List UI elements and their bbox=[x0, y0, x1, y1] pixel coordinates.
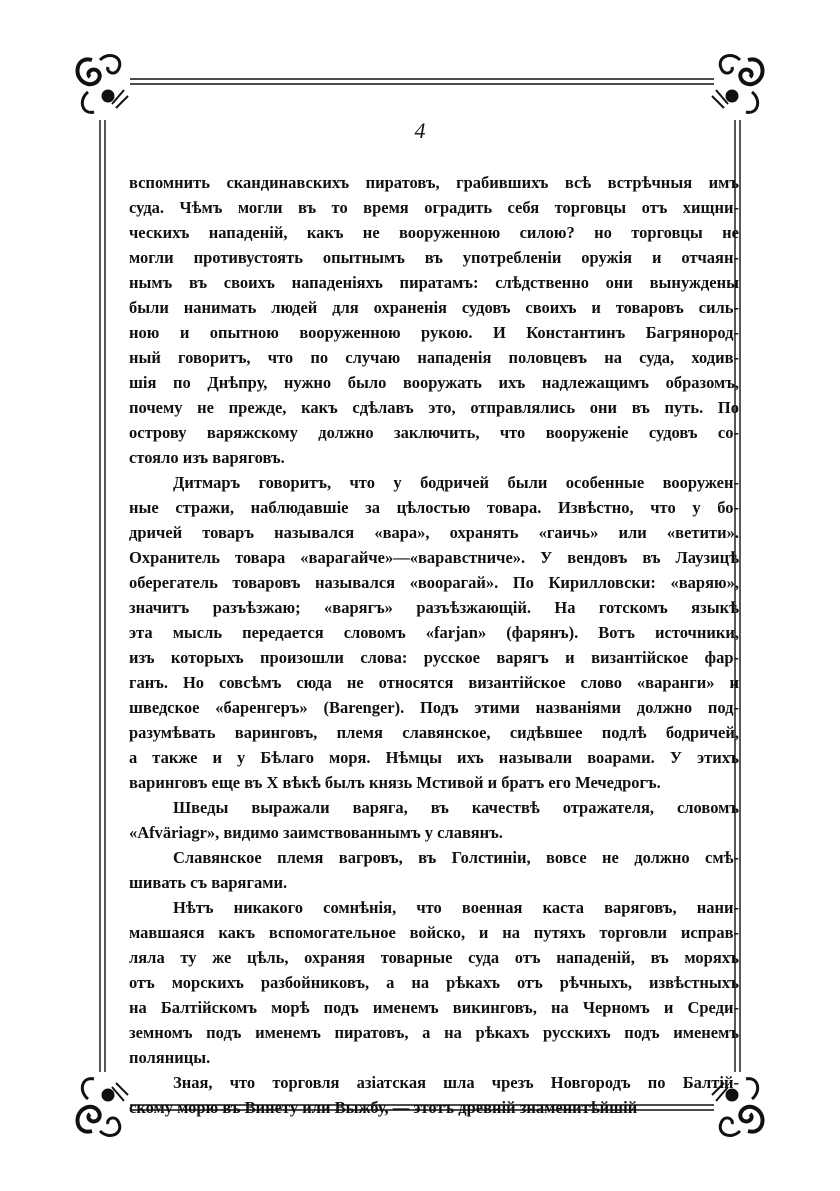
text-line: нымъ въ своихъ нападеніяхъ пиратамъ: слѣдственно они вынуждены bbox=[129, 273, 739, 292]
paragraph bbox=[129, 1070, 739, 1120]
paragraph bbox=[129, 470, 739, 795]
text-line: шивать съ варягами. bbox=[129, 873, 288, 892]
text-line: эта мысль передается словомъ «farjan» (фарянъ). Вотъ источники, bbox=[129, 623, 739, 642]
text-line: острову варяжскому должно заключить, что вооруженіе судовъ со- bbox=[129, 423, 739, 442]
text-line: почему не прежде, какъ сдѣлавъ это, отправлялись они въ путь. По bbox=[129, 398, 739, 417]
corner-ornament-top-right bbox=[712, 55, 763, 112]
body-text bbox=[129, 170, 739, 1120]
text-line: шія по Днѣпру, нужно было вооружать ихъ надлежащимъ образомъ, bbox=[129, 373, 739, 392]
text-line: «Afväriagr», видимо заимствованнымъ у славянъ. bbox=[129, 823, 503, 842]
paragraph bbox=[129, 795, 739, 845]
text-line: суда. Чѣмъ могли въ то время оградить себя торговцы отъ хищни- bbox=[129, 198, 739, 217]
text-line: стояло изъ варяговъ. bbox=[129, 448, 285, 467]
text-line: ною и опытною вооруженною рукою. И Константинъ Багрянород- bbox=[129, 323, 739, 342]
text-line: были нанимать людей для охраненія судовъ своихъ и товаровъ силь- bbox=[129, 298, 739, 317]
text-line: земномъ подъ именемъ пиратовъ, а на рѣкахъ русскихъ подъ именемъ bbox=[129, 1023, 739, 1042]
text-line: шведское «баренгеръ» (Barenger). Подъ этими названіями должно под- bbox=[129, 698, 739, 717]
paragraph bbox=[129, 845, 739, 895]
page-number: 4 bbox=[414, 118, 426, 143]
text-line: изъ которыхъ произошли слова: русское варягъ и византійское фар- bbox=[129, 648, 739, 667]
text-line: дричей товаръ назывался «вара», охранять «гаичь» или «ветити». bbox=[129, 523, 739, 542]
text-line: могли противустоять опытнымъ въ употребленіи оружія и отчаян- bbox=[129, 248, 739, 267]
text-line: на Балтійскомъ морѣ подъ именемъ викинговъ, на Черномъ и Среди- bbox=[129, 998, 739, 1017]
text-line: разумѣвать варинговъ, племя славянское, сидѣвшее подлѣ бодричей, bbox=[129, 723, 739, 742]
text-line: поляницы. bbox=[129, 1048, 211, 1067]
text-line: а также и у Бѣлаго моря. Нѣмцы ихъ называли воарами. У этихъ bbox=[129, 748, 739, 767]
text-line: Нѣтъ никакого сомнѣнія, что военная каста варяговъ, нани- bbox=[173, 898, 739, 917]
text-line: варинговъ еще въ X вѣкѣ былъ князь Мстивой и братъ его Мечедрогъ. bbox=[129, 773, 661, 792]
text-line: ганъ. Но совсѣмъ сюда не относятся византійское слово «варанги» и bbox=[129, 673, 739, 692]
text-line: Славянское племя вагровъ, въ Голстиніи, вовсе не должно смѣ- bbox=[173, 848, 739, 867]
text-line: Шведы выражали варяга, въ качествѣ отражателя, словомъ bbox=[173, 798, 739, 817]
text-line: отъ морскихъ разбойниковъ, а на рѣкахъ отъ рѣчныхъ, извѣстныхъ bbox=[129, 973, 739, 992]
corner-ornament-top-left bbox=[77, 55, 128, 112]
text-line: мавшаяся какъ вспомогательное войско, и на путяхъ торговли исправ- bbox=[129, 923, 739, 942]
text-line: ческихъ нападеній, какъ не вооруженною силою? но торговцы не bbox=[129, 223, 739, 242]
text-line: Дитмаръ говоритъ, что у бодричей были особенные вооружен- bbox=[173, 473, 739, 492]
text-line: скому морю въ Винету или Выжбу, — этотъ древній знаменитѣйшій bbox=[129, 1098, 638, 1117]
corner-ornament-bottom-left bbox=[77, 1079, 128, 1136]
text-line: ный говоритъ, что по случаю нападенія половцевъ на суда, ходив- bbox=[129, 348, 739, 367]
text-line: Охранитель товара «варагайче»—«варавстниче». У вендовъ въ Лаузицѣ bbox=[129, 548, 739, 567]
text-line: ляла ту же цѣль, охраняя товарные суда отъ нападеній, въ моряхъ bbox=[129, 948, 739, 967]
paragraph bbox=[129, 895, 739, 1070]
text-line: вспомнить скандинавскихъ пиратовъ, грабившихъ всѣ встрѣчныя имъ bbox=[129, 173, 739, 192]
text-line: значитъ разъѣзжаю; «варягъ» разъѣзжающій. На готскомъ языкѣ bbox=[129, 598, 739, 617]
text-line: ные стражи, наблюдавшіе за цѣлостью товара. Извѣстно, что у бо- bbox=[129, 498, 739, 517]
paragraph bbox=[129, 170, 739, 470]
text-line: Зная, что торговля азіатская шла чрезъ Новгородъ по Балтій- bbox=[173, 1073, 739, 1092]
text-line: оберегатель товаровъ назывался «воорагай». По Кирилловски: «варяю», bbox=[129, 573, 739, 592]
